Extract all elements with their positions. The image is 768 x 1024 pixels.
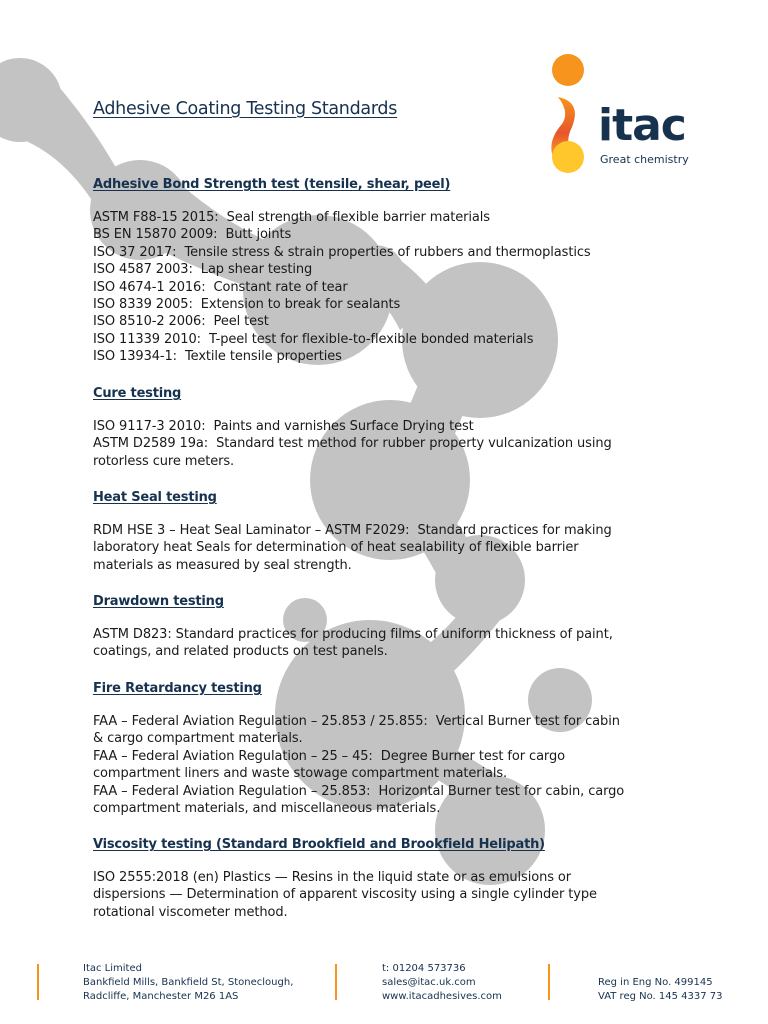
standard-line: ISO 4674-1 2016: Constant rate of tear <box>93 279 348 295</box>
footer-registration <box>598 976 723 1004</box>
standard-line: ISO 13934-1: Textile tensile properties <box>93 349 342 365</box>
standard-line: ASTM D823: Standard practices for producing films of uniform thickness of paint, <box>93 627 613 642</box>
footer-divider <box>548 964 550 1000</box>
footer-divider <box>335 964 337 1000</box>
section-heading: Viscosity testing (Standard Brookfield and Brookfield Helipath) <box>93 837 545 852</box>
standard-line: coatings, and related products on test panels. <box>93 644 388 660</box>
standard-line: compartment materials, and miscellaneous materials. <box>93 801 441 817</box>
footer-divider <box>37 964 39 1000</box>
email-link[interactable]: sales@itac.uk.com <box>382 977 476 988</box>
section-fire-retardancy-testing <box>93 681 703 817</box>
address-line: Bankfield Mills, Bankfield St, Stoneclough, <box>83 977 294 988</box>
footer-contact <box>382 962 502 1004</box>
address-line: Radcliffe, Manchester M26 1AS <box>83 991 239 1002</box>
company-name: Itac Limited <box>83 963 142 974</box>
standard-line: ISO 9117-3 2010: Paints and varnishes Surface Drying test <box>93 419 474 434</box>
section-drawdown-testing <box>93 594 703 661</box>
standard-line: rotorless cure meters. <box>93 453 235 469</box>
section-viscosity-testing <box>93 837 703 921</box>
standard-line: dispersions — Determination of apparent viscosity using a single cylinder type <box>93 887 597 903</box>
standard-line: ASTM F88-15 2015: Seal strength of flexible barrier materials <box>93 210 490 225</box>
standard-line: ISO 8510-2 2006: Peel test <box>93 314 269 330</box>
footer-address <box>83 962 293 1004</box>
standard-line: ISO 11339 2010: T-peel test for flexible-to-flexible bonded materials <box>93 331 534 347</box>
section-cure-testing <box>93 386 703 470</box>
standard-line: & cargo compartment materials. <box>93 731 303 747</box>
section-heading: Fire Retardancy testing <box>93 681 262 696</box>
standard-line: FAA – Federal Aviation Regulation – 25 – 45: Degree Burner test for cargo <box>93 748 565 764</box>
standard-line: FAA – Federal Aviation Regulation – 25.853: Horizontal Burner test for cabin, cargo <box>93 783 625 799</box>
section-heading: Adhesive Bond Strength test (tensile, shear, peel) <box>93 177 451 192</box>
standard-line: ASTM D2589 19a: Standard test method for rubber property vulcanization using <box>93 436 612 452</box>
standard-line: ISO 4587 2003: Lap shear testing <box>93 262 313 278</box>
company-registration: Reg in Eng No. 499145 <box>598 977 713 988</box>
website-link[interactable]: www.itacadhesives.com <box>382 991 502 1002</box>
vat-registration: VAT reg No. 145 4337 73 <box>598 991 723 1002</box>
standard-line: ISO 37 2017: Tensile stress & strain properties of rubbers and thermoplastics <box>93 244 591 260</box>
standard-line: ISO 8339 2005: Extension to break for sealants <box>93 297 401 313</box>
section-adhesive-bond-strength <box>93 177 703 366</box>
brand-wordmark: itac <box>598 100 686 151</box>
section-heading: Drawdown testing <box>93 594 224 609</box>
standard-line: ISO 2555:2018 (en) Plastics — Resins in the liquid state or as emulsions or <box>93 870 572 885</box>
brand-tagline: Great chemistry <box>600 153 689 166</box>
section-heading: Cure testing <box>93 386 182 401</box>
standard-line: rotational viscometer method. <box>93 904 288 920</box>
section-heat-seal-testing <box>93 490 703 574</box>
phone-number: t: 01204 573736 <box>382 963 466 974</box>
standard-line: materials as measured by seal strength. <box>93 557 352 573</box>
standard-line: BS EN 15870 2009: Butt joints <box>93 227 292 243</box>
standard-line: FAA – Federal Aviation Regulation – 25.853 / 25.855: Vertical Burner test for cabin <box>93 714 620 729</box>
standard-line: laboratory heat Seals for determination of heat sealability of flexible barrier <box>93 540 579 556</box>
standard-line: RDM HSE 3 – Heat Seal Laminator – ASTM F2029: Standard practices for making <box>93 523 612 538</box>
document-title: Adhesive Coating Testing Standards <box>93 99 398 119</box>
section-heading: Heat Seal testing <box>93 490 217 505</box>
standard-line: compartment liners and waste stowage compartment materials. <box>93 766 508 782</box>
